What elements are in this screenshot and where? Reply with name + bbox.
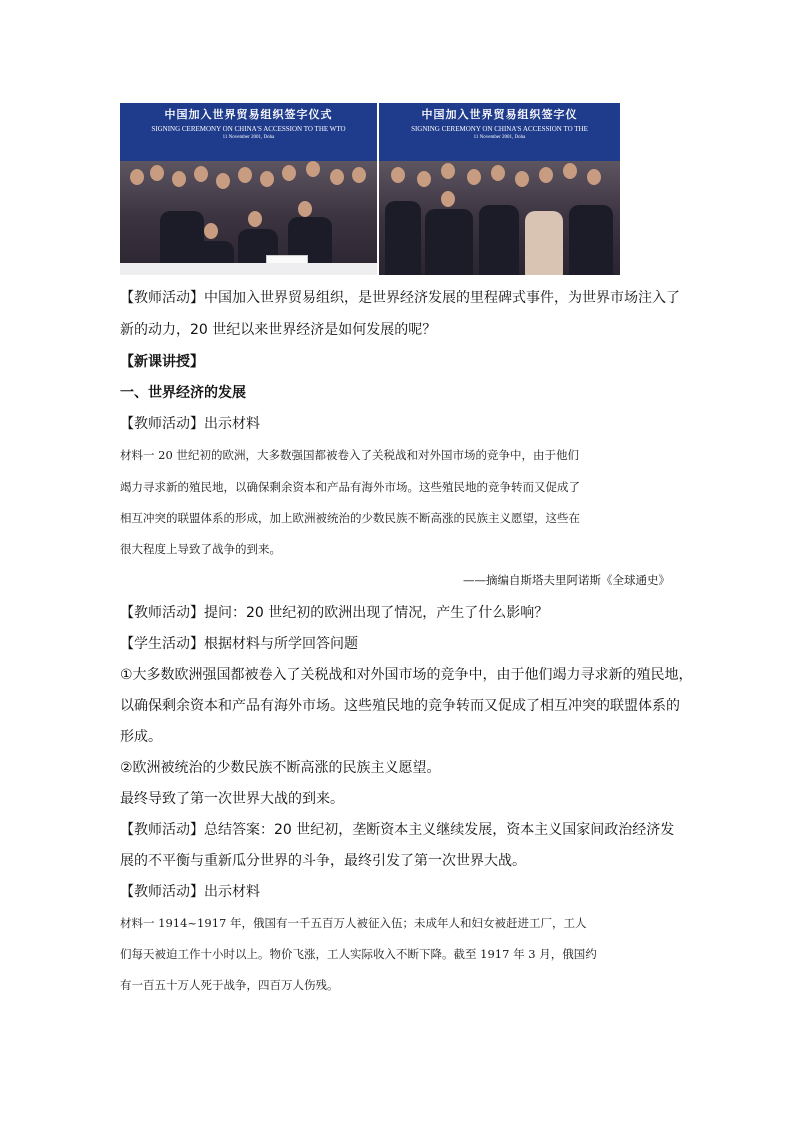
material-1-line-3: 相互冲突的联盟体系的形成，加上欧洲被统治的少数民族不断高涨的民族主义愿望，这些在: [120, 511, 580, 525]
answer-1-line-1: ①大多数欧洲强国都被卷入了关税战和对外国市场的竞争中，由于他们竭力寻求新的殖民地，: [120, 667, 693, 683]
photo-strip: [120, 103, 620, 275]
banner-date: 11 November 2001, Doha: [473, 135, 526, 140]
teacher-intro-line-2: 新的动力，20 世纪以来世界经济是如何发展的呢？: [120, 322, 437, 338]
banner-title-cn: 中国加入世界贸易组织签字仪式: [164, 108, 333, 121]
ceremony-banner: [379, 103, 620, 161]
teacher-intro-line-1: 【教师活动】中国加入世界贸易组织，是世界经济发展的里程碑式事件，为世界市场注入了: [120, 290, 680, 306]
banner-title-cn: 中国加入世界贸易组织签字仪: [421, 108, 578, 121]
answer-1-line-3: 形成。: [120, 729, 162, 745]
material-2-line-2: 们每天被迫工作十小时以上。物价飞涨，工人实际收入不断下降。截至 1917 年 3 月，俄国约: [120, 947, 597, 961]
material-2-line-3: 有一百五十万人死于战争，四百万人伤残。: [120, 978, 339, 992]
banner-date: 11 November 2001, Doha: [222, 135, 275, 140]
answer-2: ②欧洲被统治的少数民族不断高涨的民族主义愿望。: [120, 760, 441, 776]
teacher-question: 【教师活动】提问：20 世纪初的欧洲出现了情况，产生了什么影响？: [120, 605, 549, 621]
ceremony-banner: [120, 103, 377, 161]
signing-ceremony-photo: [120, 103, 377, 275]
teacher-summary-line-1: 【教师活动】总结答案：20 世纪初，垄断资本主义继续发展，资本主义国家间政治经济发: [120, 822, 675, 838]
material-1-source: ——摘编自斯塔夫里阿诺斯《全球通史》: [463, 573, 670, 587]
banner-title-en: SIGNING CEREMONY ON CHINA'S ACCESSION TO THE: [411, 125, 588, 133]
final-conclusion: 最终导致了第一次世界大战的到来。: [120, 791, 344, 807]
section-heading-world-economy: 一、世界经济的发展: [120, 385, 246, 401]
teacher-summary-line-2: 展的不平衡与重新瓜分世界的斗争，最终引发了第一次世界大战。: [120, 853, 526, 869]
banner-title-en: SIGNING CEREMONY ON CHINA'S ACCESSION TO THE WTO: [151, 125, 346, 133]
crowd-scene: [120, 161, 377, 275]
material-1-line-2: 竭力寻求新的殖民地，以确保剩余资本和产品有海外市场。这些殖民地的竞争转而又促成了: [120, 480, 580, 494]
show-material-label: 【教师活动】出示材料: [120, 416, 260, 432]
new-lesson-heading: 【新课讲授】: [120, 354, 204, 370]
answer-1-line-2: 以确保剩余资本和产品有海外市场。这些殖民地的竞争转而又促成了相互冲突的联盟体系的: [120, 698, 680, 714]
material-2-line-1: 材料一 1914~1917 年，俄国有一千五百万人被征入伍；未成年人和妇女被赶进工厂，工人: [120, 916, 587, 930]
show-material-label-2: 【教师活动】出示材料: [120, 884, 260, 900]
student-activity: 【学生活动】根据材料与所学回答问题: [120, 636, 358, 652]
toast-ceremony-photo: [379, 103, 620, 275]
material-1-line-1: 材料一 20 世纪初的欧洲，大多数强国都被卷入了关税战和对外国市场的竞争中，由于他们: [120, 448, 579, 462]
material-1-line-4: 很大程度上导致了战争的到来。: [120, 542, 281, 556]
crowd-scene: [379, 161, 620, 275]
